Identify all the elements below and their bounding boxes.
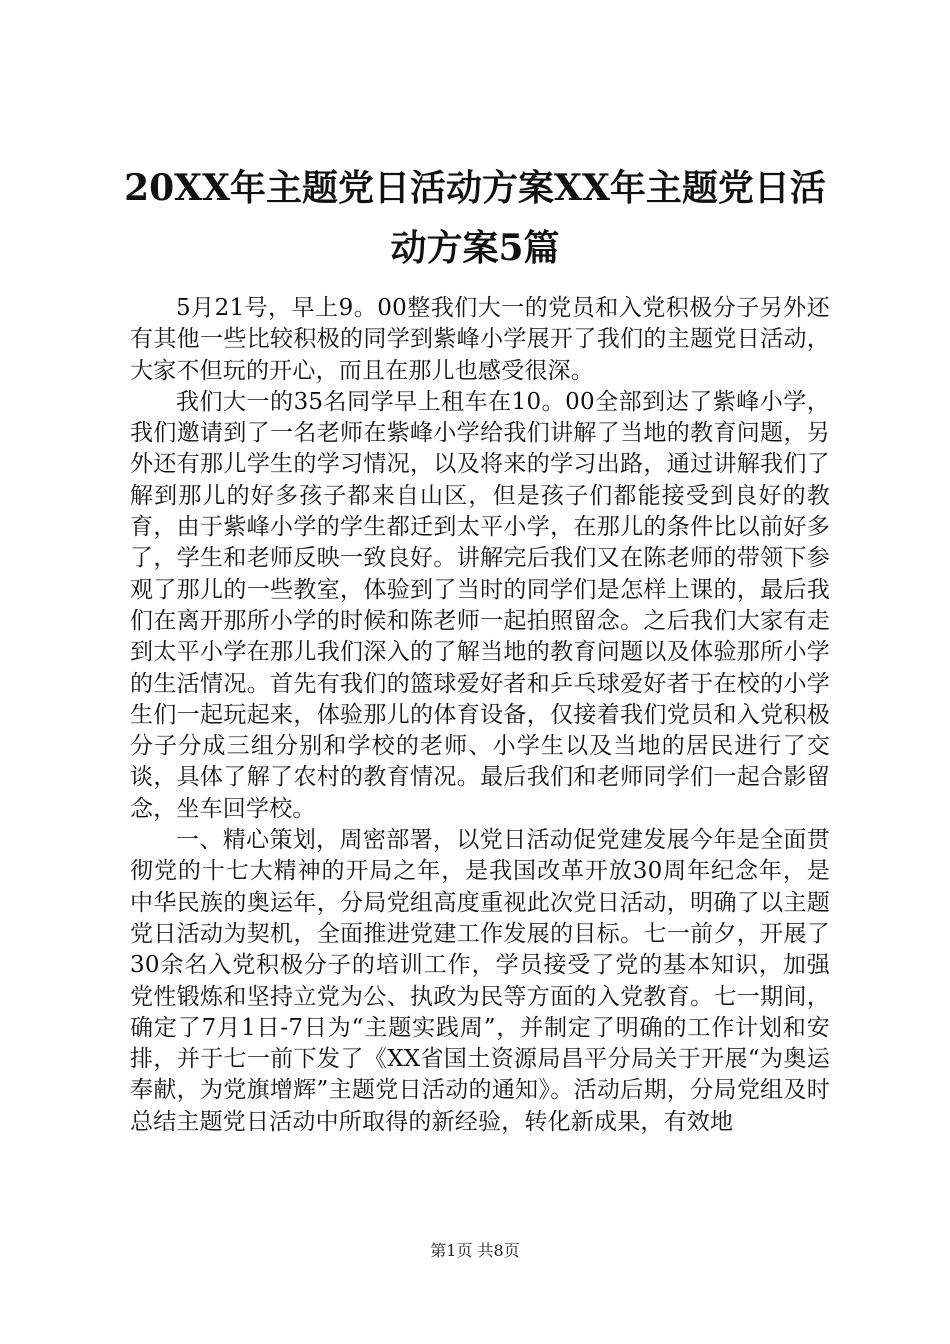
document-body — [130, 293, 830, 1138]
paragraph-1: 5月21号，早上9。00整我们大一的党员和入党积极分子另外还有其他一些比较积极的同学到紫峰小学展开了我们的主题党日活动，大家不但玩的开心，而且在那儿也感受很深。 — [130, 295, 830, 384]
paragraph-2: 我们大一的35名同学早上租车在10。00全部到达了紫峰小学，我们邀请到了一名老师在紫峰小学给我们讲解了当地的教育问题，另外还有那儿学生的学习情况，以及将来的学习出路，通过讲解我们了解到那儿的好多孩子都来自山区，但是孩子们都能接受到良好的教育，由于紫峰小学的学生都迁到太平小学，在那儿的条件比以前好多了，学生和老师反映一致良好。讲解完后我们又在陈老师的带领下参观了那儿的一些教室，体验到了当时的同学们是怎样上课的，最后我们在离开那所小学的时候和陈老师一起拍照留念。之后我们大家有走到太平小学在那儿我们深入的了解当地的教育问题以及体验那所小学的生活情况。首先有我们的篮球爱好者和乒乓球爱好者于在校的小学生们一起玩起来，体验那儿的体育设备，仅接着我们党员和入党积极分子分成三组分别和学校的老师、小学生以及当地的居民进行了交谈，具体了解了农村的教育情况。最后我们和老师同学们一起合影留念，坐车回学校。 — [130, 388, 830, 822]
page-number-footer: 第1页 共8页 — [430, 1241, 520, 1260]
document-title: 20XX年主题党日活动方案XX年主题党日活动方案5篇 — [124, 167, 826, 269]
paragraph-3: 一、精心策划，周密部署，以党日活动促党建发展今年是全面贯彻党的十七大精神的开局之年，是我国改革开放30周年纪念年，是中华民族的奥运年，分局党组高度重视此次党日活动，明确了以主题党日活动为契机，全面推进党建工作发展的目标。七一前夕，开展了30余名入党积极分子的培训工作，学员接受了党的基本知识，加强党性锻炼和坚持立党为公、执政为民等方面的入党教育。七一期间，确定了7月1日-7日为“主题实践周”，并制定了明确的工作计划和安排，并于七一前下发了《XX省国土资源局昌平分局关于开展“为奥运奉献，为党旗增辉”主题党日活动的通知》。活动后期，分局党组及时总结主题党日活动中所取得的新经验，转化新成果，有效地 — [130, 827, 830, 1135]
